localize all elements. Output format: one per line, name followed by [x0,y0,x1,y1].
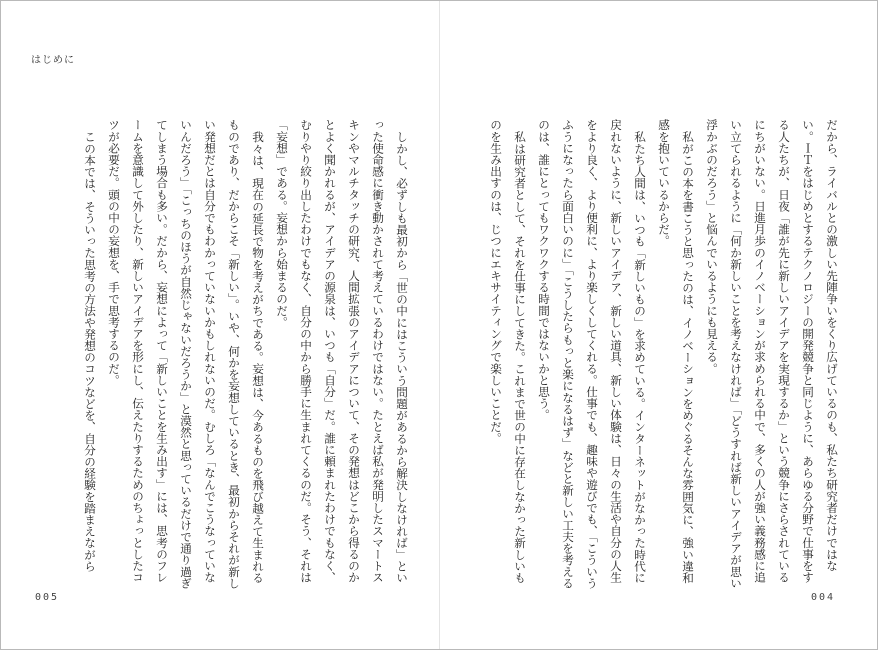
page-005-paragraph-3: この本では、そういった思考の方法や発想のコツなどを、自分の経験を踏まえながら [83,130,97,572]
page-005-paragraph-2: 我々は、現在の延長で物を考えがちである。妄想は、今あるものを飛び越えて生まれるものであり、だからこそ「新しい」。いや、何かを妄想しているとき、最初からそれが新しい発想だとは自分でもわかっていないかもしれないのだ。むしろ「なんでこうなっていないんだろう」「こっちのほうが自然じゃないだろうか」と漠然と思っているだけで通り過ぎてしまう場合も多い。だから、妄想によって「新しいことを生み出す」には、思考のフレームを意識して外したり、新しいアイデアを形にし、伝えたりするためのちょっとしたコツが必要だ。頭の中の妄想を、手で思考するのだ。 [107,119,265,589]
page-gutter [439,1,440,649]
page-004-paragraph-4: 私は研究者として、それを仕事にしてきた。これまで世の中に存在しなかった新しいものを生み出すのは、じつにエキサイティングで楽しいことだ。 [489,119,527,583]
page-004-text [489,119,844,594]
page-number-left: 005 [35,592,60,603]
running-head: はじめに [31,55,75,66]
page-005-text [49,119,414,594]
page-004-paragraph-2: 私がこの本を書こうと思ったのは、イノベーションをめぐるそんな雰囲気に、強い違和感を抱いているからだ。 [657,119,695,583]
page-004-paragraph-1: だから、ライバルとの激しい先陣争いをくり広げているのも、私たち研究者だけではない。ＩＴをはじめとするテクノロジーの開発競争と同じように、あらゆる分野で仕事をする人たちが、日夜「誰が先に新しいアイデアを実現するか」という競争にさらされているにちがいない。日進月歩のイノベーションが求められる中で、多くの人が強い義務感に追い立てられるように「何か新しいことを考えなければ」「どうすれば新しいアイデアが思い浮かぶのだろう」と悩んでいるようにも見える。 [705,119,839,589]
page-005-paragraph-1: しかし、必ずしも最初から「世の中にはこういう問題があるから解決しなければ」といった使命感に衝き動かされて考えているわけではない。たとえば私が発明したスマートスキンやマルチタッチの研究、人間拡張のアイデアについて、その発想はどこから得るのかとよく聞かれるが、アイデアの源泉は、いつも「自分」だ。誰に頼まれたわけでもなく、むりやり絞り出したわけでもなく、自分の中から勝手に生まれてくるのだ。そう、それは「妄想」である。妄想から始まるのだ。 [275,119,409,583]
page-number-right: 004 [811,592,836,603]
page-004-paragraph-3: 私たち人間は、いつも「新しいもの」を求めている。インターネットがなかった時代に戻れないように、新しいアイデア、新しい道具、新しい体験は、日々の生活や自分の人生をより良く、より便利に、より楽しくしてくれる。仕事でも、趣味や遊びでも、「こういうふうになったら面白いのに」「こうしたらもっと楽になるはず」などと新しい工夫を考えるのは、誰にとってもワクワクする時間ではないかと思う。 [537,119,647,589]
